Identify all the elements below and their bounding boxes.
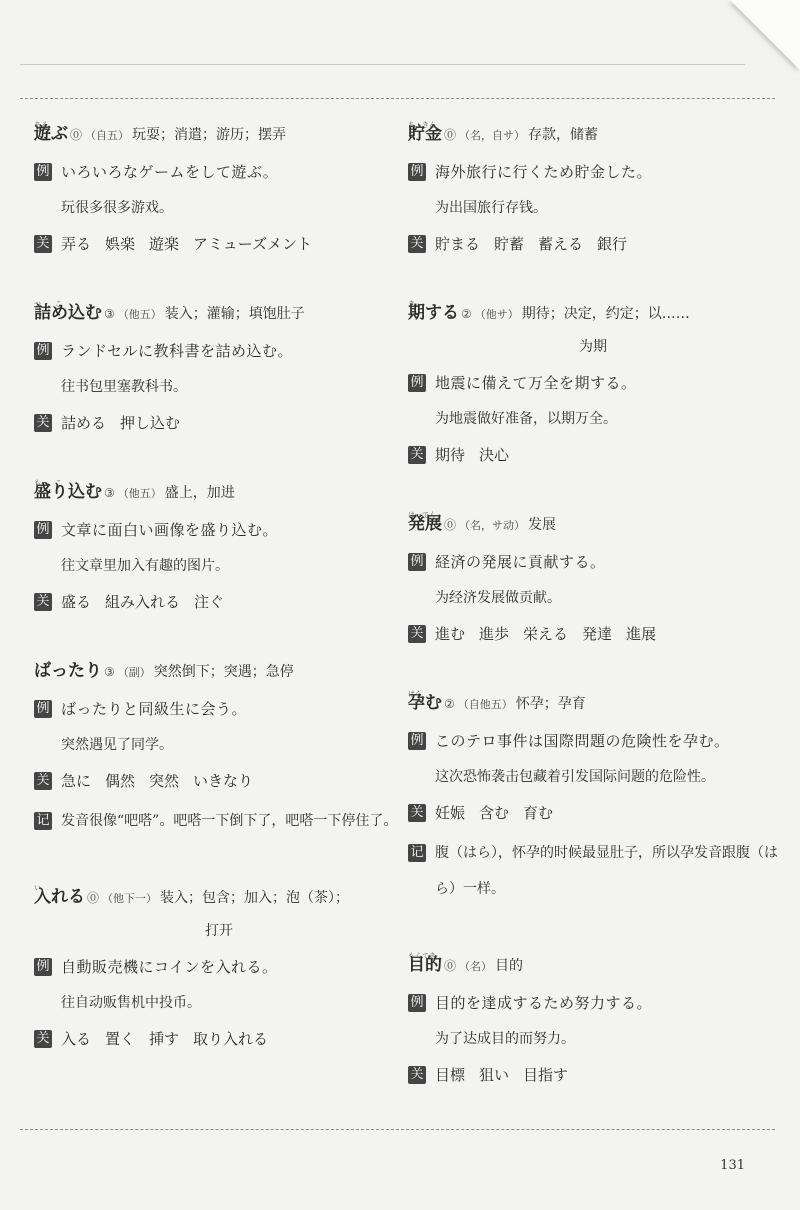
related-word: 急に <box>61 772 92 790</box>
part-of-speech: （名，サ动） <box>459 519 526 532</box>
translation: 突然遇见了同学。 <box>61 737 173 753</box>
related-word: 置く <box>105 1030 136 1048</box>
related-row <box>34 591 404 613</box>
vocab-entry <box>34 470 404 613</box>
related-word: 貯蓄 <box>494 235 525 253</box>
meaning: 盛上，加进 <box>164 485 235 501</box>
part-of-speech: （他五） <box>117 487 162 500</box>
accent-mark: ⓪ <box>87 891 100 905</box>
accent-mark: ⓪ <box>444 959 457 973</box>
part-of-speech: （副） <box>117 666 151 679</box>
meaning: 期待；决定，约定；以…… <box>521 306 690 322</box>
example-sentence: いろいろなゲームをして遊ぶ。 <box>61 163 279 181</box>
related-row <box>34 412 404 434</box>
related-badge: 关 <box>34 593 52 611</box>
related-badge: 关 <box>408 1066 426 1084</box>
meaning: 突然倒下；突遇；急停 <box>153 664 294 680</box>
vocab-entry <box>34 875 404 1050</box>
related-word: 妊娠 <box>435 804 466 822</box>
meaning: 装入；灌输；填饱肚子 <box>164 306 305 322</box>
related-word: 進展 <box>626 625 657 643</box>
vocab-entry <box>408 291 778 466</box>
related-word: アミューズメント <box>193 235 312 253</box>
example-row <box>34 161 404 183</box>
related-word: 突然 <box>149 772 180 790</box>
related-word: 注ぐ <box>194 593 225 611</box>
part-of-speech: （他サ） <box>474 308 519 321</box>
accent-mark: ③ <box>104 665 115 679</box>
related-word: 押し込む <box>120 414 181 432</box>
memory-note: 腹（はら），怀孕的时候最显肚子，所以孕发音跟腹（はら）一样。 <box>435 845 778 897</box>
related-word: 偶然 <box>105 772 136 790</box>
related-badge: 关 <box>34 772 52 790</box>
vocab-entry <box>408 681 778 907</box>
example-row <box>34 340 404 362</box>
bottom-dashed-rule <box>20 1129 775 1130</box>
example-row <box>34 698 404 720</box>
related-badge: 关 <box>408 446 426 464</box>
related-word: 挿す <box>149 1030 180 1048</box>
vocab-entry <box>408 502 778 645</box>
page-corner-fold <box>730 0 800 70</box>
related-word: 目指す <box>523 1066 569 1084</box>
entry-headline <box>408 291 778 326</box>
related-row <box>408 1064 778 1086</box>
related-row <box>34 770 404 792</box>
related-word: 娯楽 <box>105 235 136 253</box>
headword: き 期する <box>408 303 459 323</box>
example-row <box>408 730 778 752</box>
related-word: 盛る <box>61 593 92 611</box>
top-dashed-rule <box>20 98 775 99</box>
part-of-speech: （名，自サ） <box>459 129 526 142</box>
related-word: 決心 <box>479 446 510 464</box>
translation: 玩很多很多游戏。 <box>61 200 173 216</box>
accent-mark: ⓪ <box>444 128 457 142</box>
example-sentence: 地震に備えて万全を期する。 <box>435 374 637 392</box>
headword: も こ 盛り込む <box>34 482 102 502</box>
part-of-speech: （他下一） <box>102 892 158 905</box>
part-of-speech: （名） <box>459 960 493 973</box>
entry-headline <box>408 112 778 147</box>
note-badge: 记 <box>34 812 52 830</box>
related-badge: 关 <box>408 804 426 822</box>
related-row <box>34 1028 404 1050</box>
related-words <box>61 1028 282 1050</box>
example-badge: 例 <box>34 958 52 976</box>
example-badge: 例 <box>408 374 426 392</box>
example-badge: 例 <box>34 700 52 718</box>
meaning: 目的 <box>495 958 524 974</box>
related-badge: 关 <box>408 625 426 643</box>
meaning-continued: 打开 <box>205 923 233 939</box>
headword: ちょきん 貯金 <box>408 124 442 144</box>
example-sentence: ばったりと同級生に会う。 <box>61 700 248 718</box>
note-row <box>34 810 404 839</box>
headword: い 入れる <box>34 887 85 907</box>
entry-headline <box>34 470 404 505</box>
example-row <box>408 551 778 573</box>
translation: 为了达成目的而努力。 <box>435 1031 575 1047</box>
example-badge: 例 <box>34 163 52 181</box>
accent-mark: ③ <box>104 486 115 500</box>
translation: 往书包里塞教科书。 <box>61 379 187 395</box>
example-row <box>408 161 778 183</box>
example-row <box>34 519 404 541</box>
related-word: 組み入れる <box>105 593 181 611</box>
example-row <box>408 372 778 394</box>
example-badge: 例 <box>34 521 52 539</box>
related-row <box>408 444 778 466</box>
related-row <box>34 233 404 255</box>
meaning: 存款，储蓄 <box>528 127 599 143</box>
accent-mark: ② <box>444 697 455 711</box>
example-badge: 例 <box>34 342 52 360</box>
accent-mark: ② <box>461 307 472 321</box>
related-word: 貯まる <box>435 235 481 253</box>
related-words <box>61 412 194 434</box>
headword: ばったり <box>34 661 102 681</box>
related-word: 弄る <box>61 235 92 253</box>
example-badge: 例 <box>408 553 426 571</box>
related-word: 栄える <box>523 625 569 643</box>
entry-headline <box>34 649 404 684</box>
example-sentence: ランドセルに教科書を詰め込む。 <box>61 342 294 360</box>
related-words <box>61 233 326 255</box>
part-of-speech: （自五） <box>85 129 130 142</box>
entry-headline <box>34 875 404 910</box>
related-badge: 关 <box>34 1030 52 1048</box>
related-word: 詰める <box>61 414 107 432</box>
related-badge: 关 <box>34 235 52 253</box>
related-words <box>435 1064 582 1086</box>
entry-headline <box>408 502 778 537</box>
related-words <box>61 591 238 613</box>
page-number: 131 <box>720 1158 745 1173</box>
related-row <box>408 233 778 255</box>
accent-mark: ③ <box>104 307 115 321</box>
meaning: 发展 <box>528 517 557 533</box>
vocab-entry <box>408 943 778 1086</box>
headword: はら 孕む <box>408 693 442 713</box>
translation: 这次恐怖袭击包藏着引发国际问题的危险性。 <box>435 769 715 785</box>
header-rule <box>20 64 745 65</box>
related-word: いきなり <box>193 772 254 790</box>
related-words <box>435 802 567 824</box>
related-words <box>435 444 523 466</box>
entry-headline <box>34 291 404 326</box>
accent-mark: ⓪ <box>444 518 457 532</box>
translation: 往自动贩售机中投币。 <box>61 995 201 1011</box>
example-sentence: 目的を達成するため努力する。 <box>435 994 653 1012</box>
related-words <box>435 233 641 255</box>
right-column <box>408 112 778 1086</box>
related-words <box>61 770 267 792</box>
related-word: 含む <box>479 804 510 822</box>
entry-headline <box>408 681 778 716</box>
translation: 为经济发展做贡献。 <box>435 590 561 606</box>
related-badge: 关 <box>34 414 52 432</box>
memory-note: 发音很像“吧嗒”。吧嗒一下倒下了，吧嗒一下停住了。 <box>61 813 398 829</box>
related-row <box>408 802 778 824</box>
entry-headline <box>34 112 404 147</box>
vocab-entry <box>34 291 404 434</box>
meaning: 怀孕；孕育 <box>515 696 586 712</box>
meaning: 玩耍；消遣；游历；摆弄 <box>132 127 287 143</box>
related-word: 取り入れる <box>193 1030 269 1048</box>
related-row <box>408 623 778 645</box>
example-sentence: 自動販売機にコインを入れる。 <box>61 958 278 976</box>
example-sentence: このテロ事件は国際問題の危険性を孕む。 <box>435 732 730 750</box>
example-badge: 例 <box>408 163 426 181</box>
entry-headline <box>408 943 778 978</box>
part-of-speech: （他五） <box>117 308 162 321</box>
part-of-speech: （自他五） <box>457 698 513 711</box>
related-word: 進む <box>435 625 466 643</box>
translation: 为地震做好准备，以期万全。 <box>435 411 617 427</box>
note-badge: 记 <box>408 844 426 862</box>
headword: はってん 発展 <box>408 514 442 534</box>
example-badge: 例 <box>408 732 426 750</box>
related-word: 発達 <box>582 625 613 643</box>
related-word: 育む <box>523 804 554 822</box>
related-badge: 关 <box>408 235 426 253</box>
example-sentence: 経済の発展に貢献する。 <box>435 553 606 571</box>
headword: もくてき 目的 <box>408 955 442 975</box>
vocab-entry <box>34 112 404 255</box>
related-word: 入る <box>61 1030 92 1048</box>
meaning: 装入；包含；加入；泡（茶）； <box>160 890 350 906</box>
example-badge: 例 <box>408 994 426 1012</box>
headword: つ こ 詰め込む <box>34 303 102 323</box>
related-word: 進歩 <box>479 625 510 643</box>
related-words <box>435 623 670 645</box>
meaning-continued: 为期 <box>579 339 607 355</box>
related-word: 期待 <box>435 446 466 464</box>
left-column <box>34 112 404 1050</box>
accent-mark: ⓪ <box>70 128 83 142</box>
related-word: 目標 <box>435 1066 466 1084</box>
headword: あそ 遊ぶ <box>34 124 68 144</box>
vocab-entry <box>34 649 404 839</box>
example-row <box>408 992 778 1014</box>
related-word: 蓄える <box>538 235 584 253</box>
example-sentence: 海外旅行に行くため貯金した。 <box>435 163 653 181</box>
vocab-entry <box>408 112 778 255</box>
note-row <box>408 842 778 907</box>
related-word: 狙い <box>479 1066 510 1084</box>
example-sentence: 文章に面白い画像を盛り込む。 <box>61 521 279 539</box>
related-word: 銀行 <box>597 235 628 253</box>
translation: 为出国旅行存钱。 <box>435 200 547 216</box>
example-row <box>34 956 404 978</box>
translation: 往文章里加入有趣的图片。 <box>61 558 229 574</box>
related-word: 遊楽 <box>149 235 180 253</box>
